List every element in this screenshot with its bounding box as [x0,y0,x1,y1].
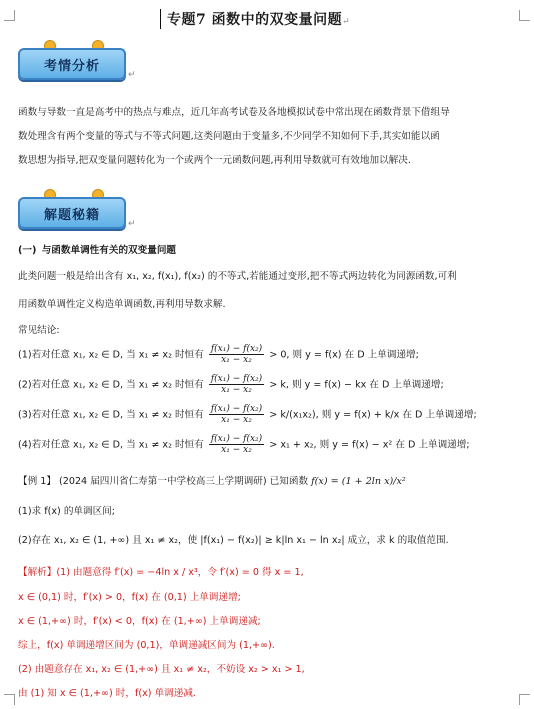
banner-label: 考情分析 [43,58,100,74]
solution-line-3: x ∈ (1,+∞) 时，f′(x) < 0，f(x) 在 (1,+∞) 上单调递减; [18,616,261,627]
conclusion-suffix: > 0, 则 y = f(x) 在 D 上单调递增; [269,349,419,361]
conclusion-prefix: (2)若对任意 x₁, x₂ ∈ D, 当 x₁ ≠ x₂ 时恒有 [18,379,204,391]
section-text-1: 此类问题一般是给出含有 x₁, x₂, f(x₁), f(x₂) 的不等式,若能通过变形,把不等式两边转化为同源函数,可利 [18,271,457,282]
exam-analysis-banner: 考情分析 ↵ [18,44,124,78]
fraction [209,434,264,455]
example-function: f(x) = (1 + 2ln x)/x² [311,476,406,487]
conclusion-prefix: (3)若对任意 x₁, x₂ ∈ D, 当 x₁ ≠ x₂ 时恒有 [18,409,204,421]
solution-line-1: 【解析】(1) 由题意得 f′(x) = −4ln x / x³，令 f′(x) = 0 得 x = 1, [18,567,304,578]
solution-line-5: (2) 由题意存在 x₁, x₂ ∈ (1,+∞) 且 x₁ ≠ x₂，不妨设 x₂ > x₁ > 1, [18,664,305,675]
corner-mark-bottom-left [4,694,15,705]
example-heading [18,473,406,487]
conclusion-suffix: > x₁ + x₂, 则 y = f(x) − x² 在 D 上单调递增; [269,439,470,451]
fraction-denominator: x₁ − x₂ [221,415,252,425]
conclusion-item [18,344,419,365]
conclusion-prefix: (1)若对任意 x₁, x₂ ∈ D, 当 x₁ ≠ x₂ 时恒有 [18,349,204,361]
conclusion-suffix: > k, 则 y = f(x) − kx 在 D 上单调递增; [269,379,444,391]
section-text-2: 用函数单调性定义构造单调函数,再利用导数求解. [18,299,226,310]
fraction-denominator: x₁ − x₂ [221,445,252,455]
conclusion-item [18,434,470,455]
conclusions-label: 常见结论: [18,325,60,336]
banner-label: 解题秘籍 [43,207,100,223]
conclusion-prefix: (4)若对任意 x₁, x₂ ∈ D, 当 x₁ ≠ x₂ 时恒有 [18,439,204,451]
example-question-1: (1)求 f(x) 的单调区间; [18,506,116,517]
page-title: 专题7 函数中的双变量问题↵ [160,9,350,29]
fraction [209,344,264,365]
fraction-numerator: f(x₁) − f(x₂) [210,434,263,444]
corner-mark-top-left [4,10,15,21]
page-title-text: 专题7 函数中的双变量问题 [167,12,343,28]
intro-line-1: 函数与导数一直是高考中的热点与难点，近几年高考试卷及各地模拟试卷中常出现在函数背景下借组导 [18,107,450,118]
example-label: 【例 1】 [18,476,56,487]
conclusion-item [18,374,444,395]
fraction-numerator: f(x₁) − f(x₂) [210,344,263,354]
conclusion-item [18,404,477,425]
fraction-denominator: x₁ − x₂ [221,355,252,365]
intro-line-2: 数处理含有两个变量的等式与不等式问题,这类问题由于变量多,不少同学不知如何下手,其实如能以函 [18,131,440,142]
solution-line-6: 由 (1) 知 x ∈ (1,+∞) 时，f(x) 单调递减. [18,688,196,699]
conclusion-suffix: > k/(x₁x₂), 则 y = f(x) + k/x 在 D 上单调递增; [269,409,477,421]
section-number-icon: (一) [18,245,37,256]
section-heading-text: 与函数单调性有关的双变量问题 [41,245,177,256]
solution-tips-banner: 解题秘籍 ↵ [18,193,124,227]
intro-line-3: 数思想为指导,把双变量问题转化为一个或两个一元函数问题,再利用导数就可有效地加以解决. [18,155,411,166]
fraction-denominator: x₁ − x₂ [221,385,252,395]
corner-mark-bottom-right [519,694,530,705]
fraction-numerator: f(x₁) − f(x₂) [210,404,263,414]
solution-line-4: 综上，f(x) 单调递增区间为 (0,1)，单调递减区间为 (1,+∞). [18,640,275,651]
section-heading [18,242,176,256]
example-source: (2024 届四川省仁寿第一中学校高三上学期调研) 已知函数 [59,476,309,487]
fraction [209,404,264,425]
solution-line-2: x ∈ (0,1) 时，f′(x) > 0，f(x) 在 (0,1) 上单调递增; [18,592,241,603]
corner-mark-top-right [519,10,530,21]
fraction [209,374,264,395]
example-question-2: (2)存在 x₁, x₂ ∈ (1, +∞) 且 x₁ ≠ x₂，使 |f(x₁) − f(x₂)| ≥ k|ln x₁ − ln x₂| 成立，求 k 的取值范围. [18,535,449,546]
fraction-numerator: f(x₁) − f(x₂) [210,374,263,384]
